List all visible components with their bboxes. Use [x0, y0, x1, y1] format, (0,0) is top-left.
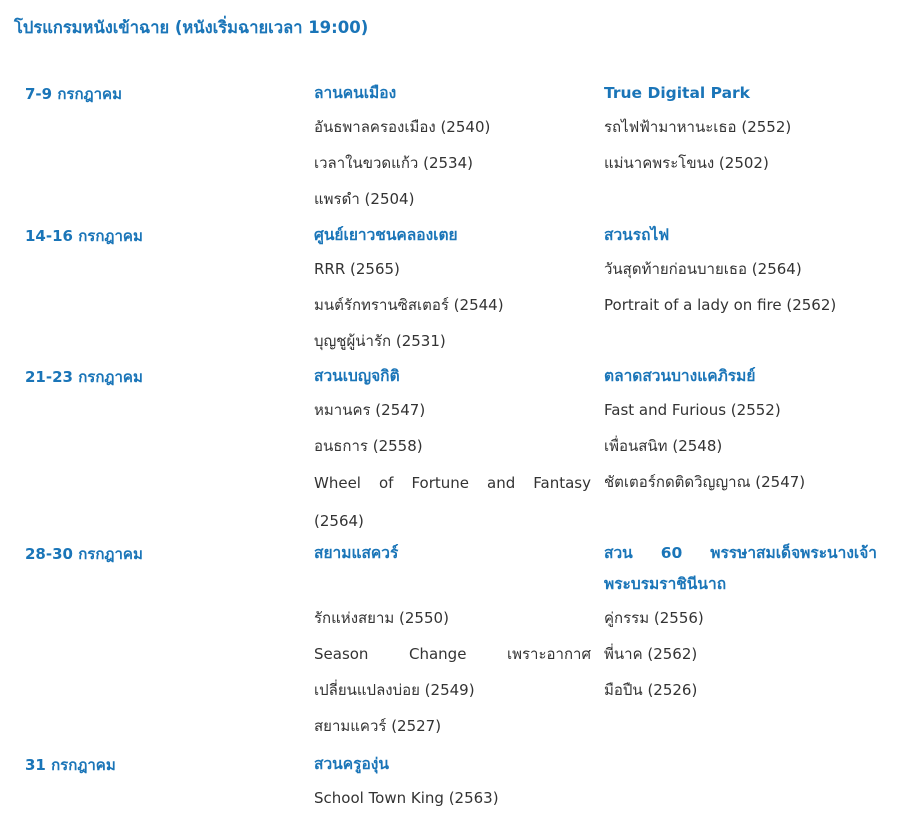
week-row: [12, 749, 887, 809]
film-item: เวลาในขวดแก้ว (2534): [314, 154, 473, 172]
venue-block: [591, 220, 877, 361]
film-item: School Town King (2563): [314, 789, 499, 807]
venue-block: [301, 361, 591, 540]
film-item: สยามแควร์ (2527): [314, 717, 442, 735]
film-item: หมานคร (2547): [314, 401, 426, 419]
week-date-cell: [12, 749, 301, 816]
empty-cell: [591, 749, 877, 816]
film-item: อนธการ (2558): [314, 437, 423, 455]
film-item: มือปืน (2526): [604, 681, 698, 699]
film-item: Fast and Furious (2552): [604, 401, 781, 419]
film-item: มนต์รักทรานซิสเตอร์ (2544): [314, 296, 504, 314]
venue-block: [301, 749, 591, 816]
film-item: Season Change เพราะอากาศ: [314, 645, 591, 663]
film-list: [604, 251, 877, 323]
week-date: 31 กรกฎาคม: [25, 756, 116, 774]
film-list: [314, 109, 591, 217]
week-date: 14-16 กรกฎาคม: [25, 227, 143, 245]
venue-name: True Digital Park: [604, 84, 750, 102]
week-row: [12, 361, 887, 538]
venue-name: สวน 60 พรรษาสมเด็จพระนางเจ้าพระบรมราชินีนาถ: [604, 544, 877, 593]
week-date-cell: [12, 220, 301, 361]
venue-block: [591, 538, 877, 749]
venue-name: สยามแสควร์: [314, 544, 399, 562]
venue-name: สวนรถไฟ: [604, 226, 670, 244]
week-row: [12, 78, 887, 220]
film-list: [604, 392, 877, 500]
film-item: แพรดำ (2504): [314, 190, 415, 208]
film-item: พี่นาค (2562): [604, 645, 698, 663]
film-item: ชัตเตอร์กดติดวิญญาณ (2547): [604, 473, 806, 491]
week-date-cell: [12, 78, 301, 220]
film-item: รถไฟฟ้ามาหานะเธอ (2552): [604, 118, 792, 136]
film-item: บุญชูผู้น่ารัก (2531): [314, 332, 446, 350]
venue-block: [301, 220, 591, 361]
film-schedule: [12, 78, 887, 809]
film-list: [604, 600, 877, 708]
venue-name: ตลาดสวนบางแคภิรมย์: [604, 367, 756, 385]
week-date: 28-30 กรกฎาคม: [25, 545, 143, 563]
week-date: 21-23 กรกฎาคม: [25, 368, 143, 386]
venue-block: [301, 78, 591, 220]
film-item: วันสุดท้ายก่อนบายเธอ (2564): [604, 260, 802, 278]
film-list: [604, 109, 877, 181]
venue-block: [591, 361, 877, 540]
film-list: [314, 600, 591, 744]
film-item: เพื่อนสนิท (2548): [604, 437, 723, 455]
week-row: [12, 220, 887, 361]
film-item: แม่นาคพระโขนง (2502): [604, 154, 769, 172]
film-item: อันธพาลครองเมือง (2540): [314, 118, 491, 136]
venue-block: [301, 538, 591, 749]
film-item: RRR (2565): [314, 260, 400, 278]
venue-name: สวนครูองุ่น: [314, 755, 389, 773]
venue-name: สวนเบญจกิติ: [314, 367, 400, 385]
film-item: Portrait of a lady on fire (2562): [604, 296, 837, 314]
week-date-cell: [12, 538, 301, 749]
film-item: Wheel of Fortune and Fantasy (2564): [314, 474, 591, 530]
film-item: คู่กรรม (2556): [604, 609, 704, 627]
week-date: 7-9 กรกฎาคม: [25, 85, 122, 103]
film-item: รักแห่งสยาม (2550): [314, 609, 449, 627]
film-list: [314, 251, 591, 359]
page-title: โปรแกรมหนังเข้าฉาย (หนังเริ่มฉายเวลา 19:00): [14, 18, 369, 37]
venue-block: [591, 78, 877, 220]
venue-name: ลานคนเมือง: [314, 84, 397, 102]
film-list: [314, 392, 591, 540]
week-row: [12, 538, 887, 749]
film-list: [314, 780, 591, 816]
film-item: เปลี่ยนแปลงบ่อย (2549): [314, 681, 475, 699]
week-date-cell: [12, 361, 301, 540]
venue-name: ศูนย์เยาวชนคลองเตย: [314, 226, 458, 244]
